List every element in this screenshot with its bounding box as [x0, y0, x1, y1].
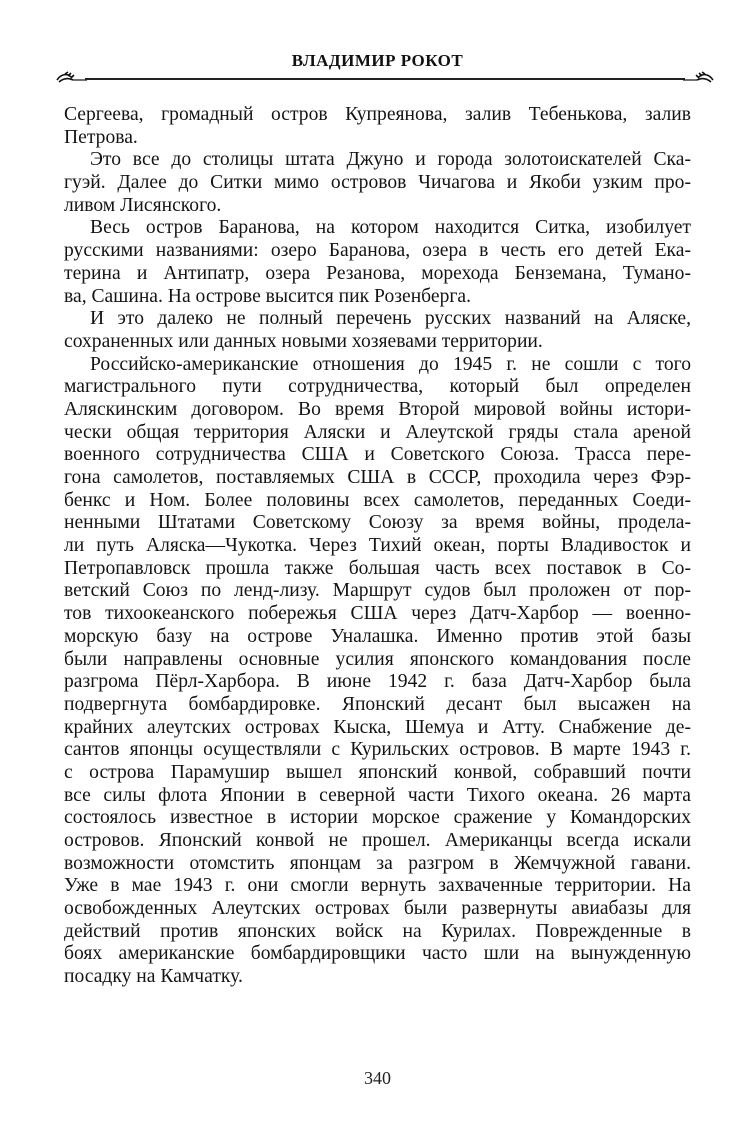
text-line: военного сотрудничества США и Советского Союза. Трасса пере- — [64, 444, 691, 466]
text-line: ненными Штатами Советскому Союзу за время войны, продела- — [64, 512, 691, 534]
text-line: русскими названиями: озеро Баранова, озера в честь его детей Ека- — [64, 240, 691, 262]
text-line: магистрального пути сотрудничества, который был определен — [64, 376, 691, 398]
text-line: гона самолетов, поставляемых США в СССР, проходила через Фэр- — [64, 467, 691, 488]
text-line: действий против японских войск на Курилах. Поврежденные в — [64, 920, 691, 942]
text-line: подвергнута бомбардировке. Японский десант был высажен на — [64, 693, 691, 715]
text-line: разгрома Пёрл-Харбора. В июне 1942 г. база Датч-Харбор была — [64, 671, 691, 693]
text-line: ва, Сашина. На острове высится пик Розенберга. — [64, 285, 472, 307]
body-text — [64, 104, 691, 989]
text-line: сохраненных или данных новыми хозяевами территории. — [64, 330, 543, 352]
text-line: возможности отомстить японцам за разгром в Жемчужной гавани. — [64, 852, 691, 874]
text-line: были направлены основные усилия японского командования после — [64, 648, 691, 670]
text-line: крайних алеутских островах Кыска, Шемуа и Атту. Снабжение де- — [64, 716, 691, 738]
text-line: посадку на Камчатку. — [64, 966, 243, 988]
text-line: состоялось известное в истории морское сражение у Командорских — [64, 807, 691, 829]
text-line: все силы флота Японии в северной части Тихого океана. 26 марта — [64, 784, 691, 806]
running-head-title: ВЛАДИМИР РОКОТ — [291, 51, 464, 70]
text-line: И это далеко не полный перечень русских названий на Аляске, — [90, 308, 691, 330]
flourish-ornament-right-icon — [683, 70, 715, 84]
text-line: Весь остров Баранова, на котором находится Ситка, изобилует — [90, 217, 691, 239]
text-line: бенкс и Ном. Более половины всех самолетов, переданных Соеди- — [64, 489, 691, 511]
text-line: ветский Союз по ленд-лизу. Маршрут судов был проложен от пор- — [64, 580, 691, 602]
header-rule — [55, 70, 715, 84]
text-line: чески общая территория Аляски и Алеутской гряды стала ареной — [64, 421, 691, 443]
text-line: с острова Парамушир вышел японский конвой, собравший почти — [64, 761, 691, 783]
text-line: морскую базу на острове Уналашка. Именно против этой базы — [64, 625, 691, 647]
text-line: терина и Антипатр, озера Резанова, морехода Бенземана, Тумано- — [64, 262, 691, 284]
text-line: Аляскинским договором. Во время Второй мировой войны истори- — [64, 398, 691, 420]
flourish-ornament-left-icon — [55, 70, 87, 84]
text-line: ли путь Аляска—Чукотка. Через Тихий океан, порты Владивосток и — [64, 535, 691, 557]
text-line: тов тихоокеанского побережья США через Датч-Харбор — военно- — [64, 603, 691, 625]
text-line: Это все до столицы штата Джуно и города золотоискателей Ска- — [90, 149, 691, 171]
text-line: боях американские бомбардировщики часто шли на вынужденную — [64, 943, 691, 965]
text-line: ливом Лисянского. — [64, 194, 222, 216]
header-divider-line — [85, 78, 685, 80]
text-line: Российско-американские отношения до 1945 г. не сошли с того — [90, 353, 691, 375]
text-line: сантов японцы осуществляли с Курильских островов. В марте 1943 г. — [64, 739, 691, 761]
text-line: Петрова. — [64, 126, 138, 148]
page-number: 340 — [364, 1068, 391, 1088]
text-line: Уже в мае 1943 г. они смогли вернуть захваченные территории. На — [64, 875, 691, 897]
text-line: Петропавловск прошла также большая часть всех поставок в Со- — [64, 557, 691, 579]
text-line: освобожденных Алеутских островах были развернуты авиабазы для — [64, 898, 691, 920]
text-line: гуэй. Далее до Ситки мимо островов Чичагова и Якоби узким про- — [64, 172, 691, 194]
text-line: островов. Японский конвой не прошел. Американцы всегда искали — [64, 830, 691, 851]
text-line: Сергеева, громадный остров Купреянова, залив Тебенькова, залив — [64, 104, 691, 125]
